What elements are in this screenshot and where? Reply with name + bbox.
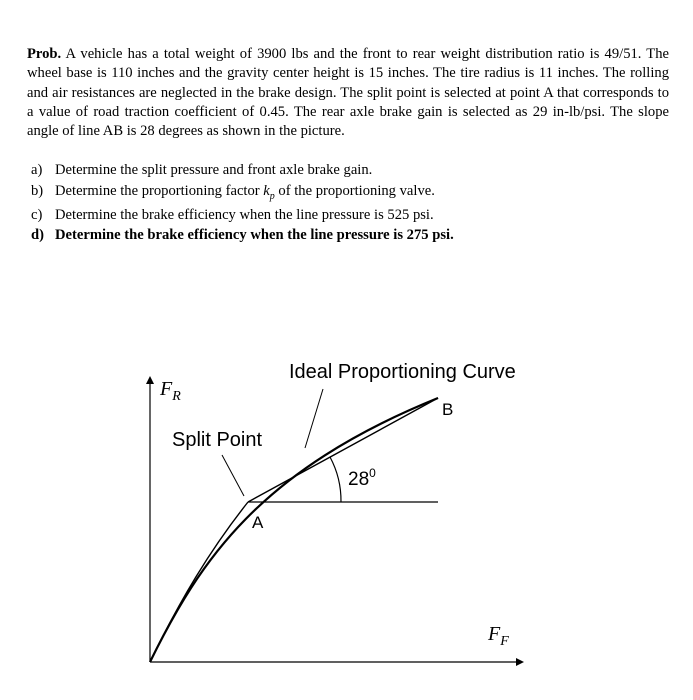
question-b-subscript: p <box>269 190 275 202</box>
problem-prefix: Prob. <box>27 46 62 62</box>
question-a-text: Determine the split pressure and front axle brake gain. <box>55 162 373 178</box>
question-b-text-after: of the proportioning valve. <box>274 183 435 199</box>
x-axis-subscript: F <box>500 634 509 649</box>
y-axis-label <box>159 378 181 404</box>
angle-unit: 0 <box>369 466 376 480</box>
curve-title: Ideal Proportioning Curve <box>289 361 516 383</box>
question-c-label: c) <box>31 207 43 223</box>
question-c-text: Determine the brake efficiency when the line pressure is 525 psi. <box>55 207 434 223</box>
point-b-label: B <box>442 400 454 419</box>
question-d-text: Determine the brake efficiency when the line pressure is 275 psi. <box>55 227 454 243</box>
question-b-text-before: Determine the proportioning factor <box>55 183 264 199</box>
line-ab <box>248 398 438 502</box>
split-point-label: Split Point <box>172 429 263 451</box>
split-point-leader <box>222 455 244 496</box>
question-a-label: a) <box>31 162 43 178</box>
point-a-label: A <box>252 513 264 532</box>
x-axis-symbol: F <box>488 623 501 645</box>
origin-to-split-line <box>150 502 248 662</box>
angle-value: 28 <box>348 469 370 490</box>
y-axis-symbol: F <box>160 378 173 400</box>
angle-label <box>348 466 376 490</box>
problem-text: A vehicle has a total weight of 3900 lbs and the front to rear weight distribution ratio is 49/51. The wheel base is 110 inches and the gravity center height is 15 inches. The tire radius is 11 inches. The rolling and air resistances are neglected in the brake design. The split point is selected at point A that corresponds to a value of road traction coefficient of 0.45. The rear axle brake gain is selected as 29 in-lb/psi. The slope angle of line AB is 28 degrees as shown in the picture. <box>27 46 669 140</box>
angle-arc <box>330 457 341 502</box>
question-b-label: b) <box>31 183 44 199</box>
x-axis-label <box>487 623 509 649</box>
y-axis-subscript: R <box>172 389 181 404</box>
question-d-label: d) <box>31 227 44 243</box>
question-b-symbol: k <box>263 183 270 199</box>
curve-title-leader <box>305 389 323 448</box>
